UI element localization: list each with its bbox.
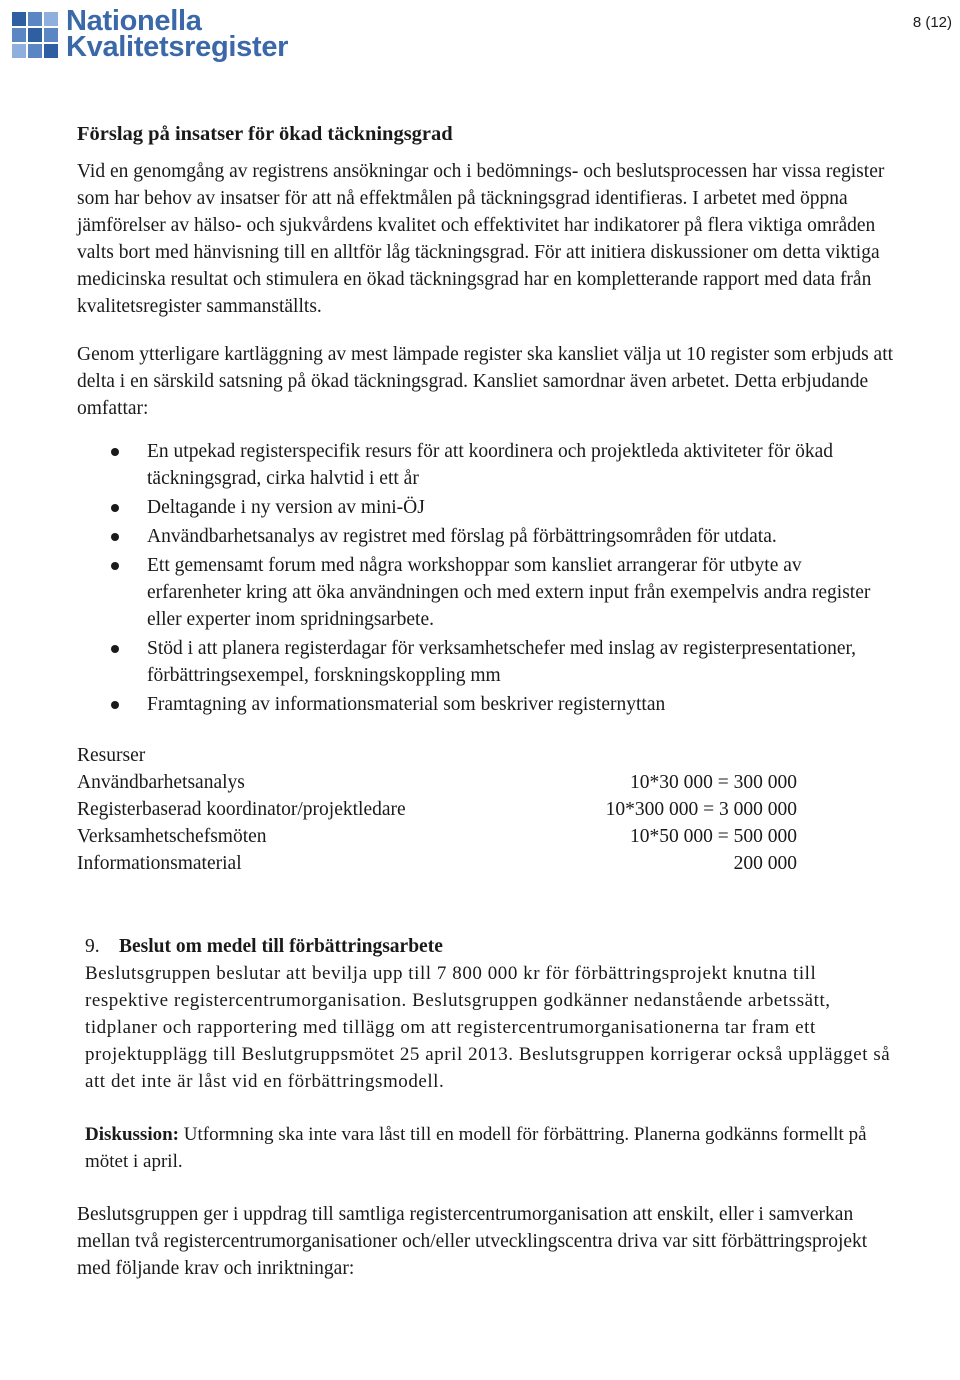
bullet-icon [111,533,119,541]
offer-list [77,438,897,718]
list-item-text: Framtagning av informationsmaterial som beskriver registernyttan [147,694,666,715]
list-item [77,635,897,689]
bullet-icon [111,562,119,570]
logo-line2: Kvalitetsregister [66,31,289,63]
discussion-text: Utformning ska inte vara låst till en modell för förbättring. Planerna godkänns formellt på mötet i april. [85,1124,867,1172]
page-number: 8 (12) [912,14,952,31]
resource-label: Användbarhetsanalys [77,772,245,793]
resource-value: 10*300 000 = 3 000 000 [605,799,797,820]
decision-number: 9. [85,936,100,957]
logo-grid-icon [12,12,58,56]
discussion-label: Diskussion: [85,1124,179,1145]
section-heading: Förslag på insatser för ökad täckningsgrad [77,123,453,145]
table-row [77,742,797,769]
bullet-icon [111,645,119,653]
resources-table [77,742,797,877]
decision-body: Beslutsgruppen beslutar att bevilja upp till 7 800 000 kr för förbättringsprojekt knutna till respektive registercentrumorganisation. Beslutsgruppen godkänner nedanstående arbetssätt, tidplaner och rapportering med tillägg om att registercentrumorganisationerna tar fram ett projektupplägg till Beslutgruppsmötet 25 april 2013. Beslutsgruppen korrigerar också upplägget så att det inte är låst vid en förbättringsmodell. [85,963,891,1092]
decision-title: Beslut om medel till förbättringsarbete [119,936,443,957]
list-item [77,494,897,521]
discussion-paragraph [85,1121,897,1175]
table-row [77,823,797,850]
list-item [77,523,897,550]
bullet-icon [111,448,119,456]
logo [12,5,289,63]
paragraph-offer-intro: Genom ytterligare kartläggning av mest lämpade register ska kansliet välja ut 10 register som erbjuds att delta i en särskild satsning på ökad täckningsgrad. Kansliet samordnar även arbetet. Detta erbjudande omfattar: [77,344,894,419]
list-item [77,691,897,718]
resources-title: Resurser [77,745,146,766]
table-row [77,769,797,796]
resource-label: Informationsmaterial [77,853,242,874]
decision-section [77,933,897,1175]
list-item [77,552,897,633]
document-body [77,120,897,1282]
resource-label: Registerbaserad koordinator/projektledare [77,799,406,820]
table-row [77,850,797,877]
table-row [77,796,797,823]
paragraph-coverage-intro: Vid en genomgång av registrens ansökningar och i bedömnings- och beslutsprocessen har vissa register som har behov av insatser för att nå effektmålen på täckningsgrad identifieras. I arbetet med öppna jämförelser av hälso- och sjukvårdens kvalitet och effektivitet har indikatorer på flera viktiga områden valts bort med hänvisning till en alltför låg täckningsgrad. För att initiera diskussioner om detta viktiga medicinska resultat och stimulera en ökad täckningsgrad har en kompletterande rapport med data från kvalitetsregister sammanställts. [77,161,885,317]
list-item-text: Ett gemensamt forum med några workshoppar som kansliet arrangerar för utbyte av erfarenheter kring att öka användningen och med extern input från exempelvis andra register eller experter inom spridningsarbete. [147,555,871,630]
resource-value: 200 000 [733,853,797,874]
list-item-text: Stöd i att planera registerdagar för verksamhetschefer med inslag av registerpresentationer, förbättringsexempel, forskningskoppling mm [147,638,857,686]
resource-value: 10*50 000 = 500 000 [630,826,797,847]
bullet-icon [111,504,119,512]
logo-text [66,5,289,63]
logo-line1: Nationella [66,5,202,37]
bullet-icon [111,701,119,709]
decision-heading [85,933,897,960]
final-paragraph: Beslutsgruppen ger i uppdrag till samtliga registercentrumorganisation att enskilt, eller i samverkan mellan två registercentrumorganisationer och/eller utvecklingscentra driva var sitt förbättringsprojekt med följande krav och inriktningar: [77,1204,868,1279]
list-item [77,438,897,492]
resource-label: Verksamhetschefsmöten [77,826,267,847]
list-item-text: Användbarhetsanalys av registret med förslag på förbättringsområden för utdata. [147,526,777,547]
list-item-text: Deltagande i ny version av mini-ÖJ [147,497,425,518]
resource-value: 10*30 000 = 300 000 [630,772,797,793]
list-item-text: En utpekad registerspecifik resurs för att koordinera och projektleda aktiviteter för ökad täckningsgrad, cirka halvtid i ett år [147,441,834,489]
